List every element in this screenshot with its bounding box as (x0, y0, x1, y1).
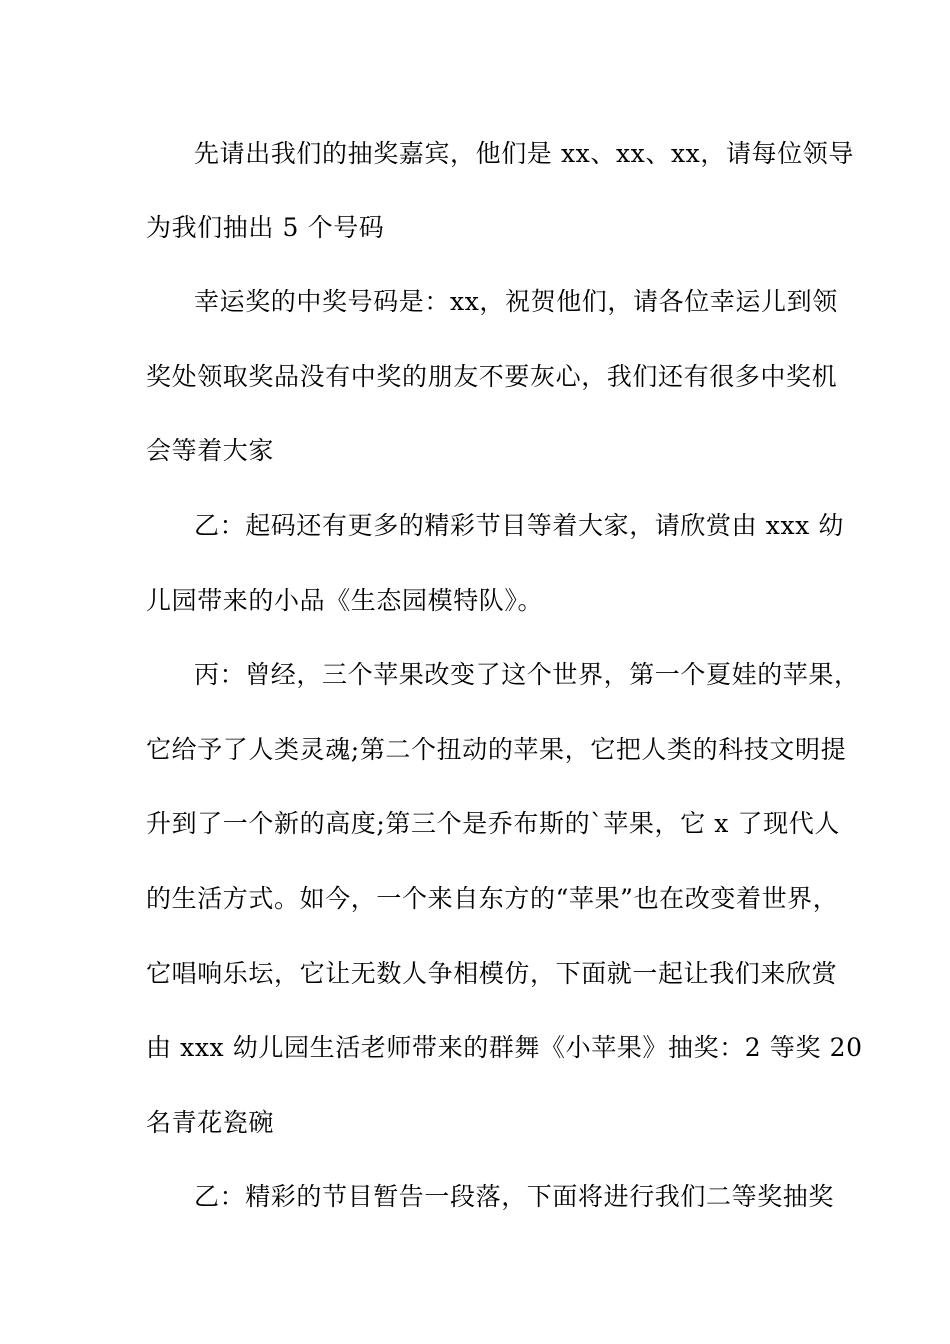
paragraph-1-line-1: 先请出我们的抽奖嘉宾，他们是 xx、xx、xx，请每位领导 (194, 139, 854, 168)
paragraph-1-line-2: 为我们抽出 5 个号码 (146, 213, 385, 242)
paragraph-4-line-1: 丙：曾经，三个苹果改变了这个世界，第一个夏娃的苹果， (194, 660, 860, 689)
paragraph-4-line-3: 升到了一个新的高度;第三个是乔布斯的`苹果，它 x 了现代人 (146, 809, 840, 838)
paragraph-3-line-2: 儿园带来的小品《生态园模特队》。 (146, 586, 544, 615)
paragraph-4-line-7: 名青花瓷碗 (146, 1108, 275, 1137)
paragraph-4-line-6: 由 xxx 幼儿园生活老师带来的群舞《小苹果》抽奖：2 等奖 20 (146, 1033, 863, 1062)
paragraph-4-line-2: 它给予了人类灵魂;第二个扭动的苹果，它把人类的科技文明提 (146, 735, 847, 764)
paragraph-2-line-3: 会等着大家 (146, 436, 275, 465)
paragraph-2-line-1: 幸运奖的中奖号码是：xx，祝贺他们，请各位幸运儿到领 (194, 287, 838, 316)
paragraph-4-line-5: 它唱响乐坛，它让无数人争相模仿，下面就一起让我们来欣赏 (146, 959, 838, 988)
paragraph-5-line-1: 乙：精彩的节目暂告一段落，下面将进行我们二等奖抽奖 (194, 1182, 835, 1211)
paragraph-3-line-1: 乙：起码还有更多的精彩节目等着大家，请欣赏由 xxx 幼 (194, 511, 844, 540)
paragraph-2-line-2: 奖处领取奖品没有中奖的朋友不要灰心，我们还有很多中奖机 (146, 362, 838, 391)
paragraph-4-line-4: 的生活方式。如今，一个来自东方的“苹果”也在改变着世界， (146, 884, 839, 913)
